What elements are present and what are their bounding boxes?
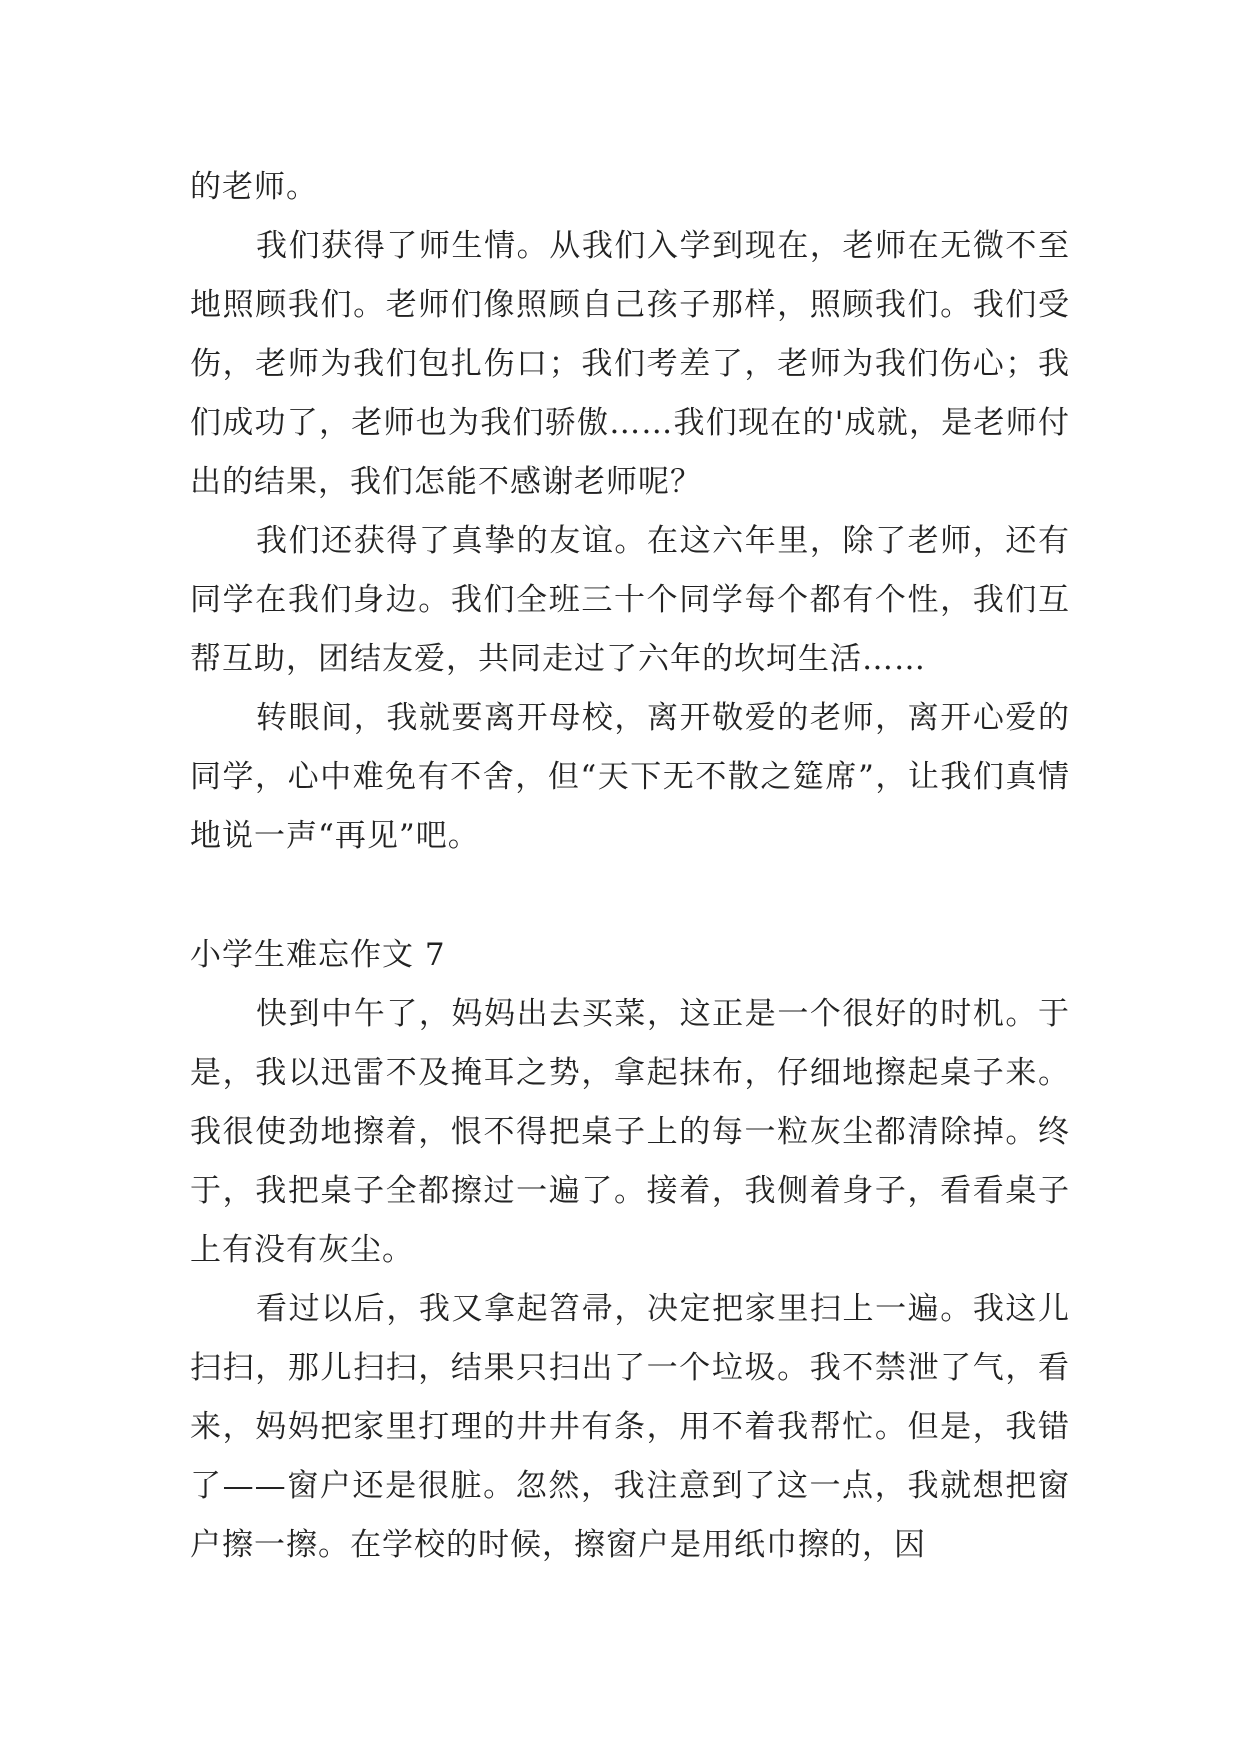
paragraph: 快到中午了，妈妈出去买菜，这正是一个很好的时机。于是，我以迅雷不及掩耳之势，拿起抹布，仔细地擦起桌子来。我很使劲地擦着，恨不得把桌子上的每一粒灰尘都清除掉。终于，我把桌子全都擦过一遍了。接着，我侧着身子，看看桌子上有没有灰尘。 <box>190 996 1070 1268</box>
document-body <box>190 158 1070 1575</box>
paragraph: 我们获得了师生情。从我们入学到现在，老师在无微不至地照顾我们。老师们像照顾自己孩子那样，照顾我们。我们受伤，老师为我们包扎伤口；我们考差了，老师为我们伤心；我们成功了，老师也为我们骄傲……我们现在的'成就，是老师付出的结果，我们怎能不感谢老师呢？ <box>190 228 1070 500</box>
paragraph: 的老师。 <box>190 169 318 205</box>
paragraph: 我们还获得了真挚的友谊。在这六年里，除了老师，还有同学在我们身边。我们全班三十个同学每个都有个性，我们互帮互助，团结友爱，共同走过了六年的坎坷生活…… <box>190 523 1070 677</box>
section-spacer <box>190 866 1070 926</box>
paragraph: 转眼间，我就要离开母校，离开敬爱的老师，离开心爱的同学，心中难免有不舍，但“天下无不散之筵席”，让我们真情地说一声“再见”吧。 <box>190 700 1070 854</box>
section-title: 小学生难忘作文 7 <box>190 937 446 973</box>
paragraph: 看过以后，我又拿起笤帚，决定把家里扫上一遍。我这儿扫扫，那儿扫扫，结果只扫出了一个垃圾。我不禁泄了气，看来，妈妈把家里打理的井井有条，用不着我帮忙。但是，我错了——窗户还是很脏。忽然，我注意到了这一点，我就想把窗户擦一擦。在学校的时候，擦窗户是用纸巾擦的，因 <box>190 1291 1070 1563</box>
